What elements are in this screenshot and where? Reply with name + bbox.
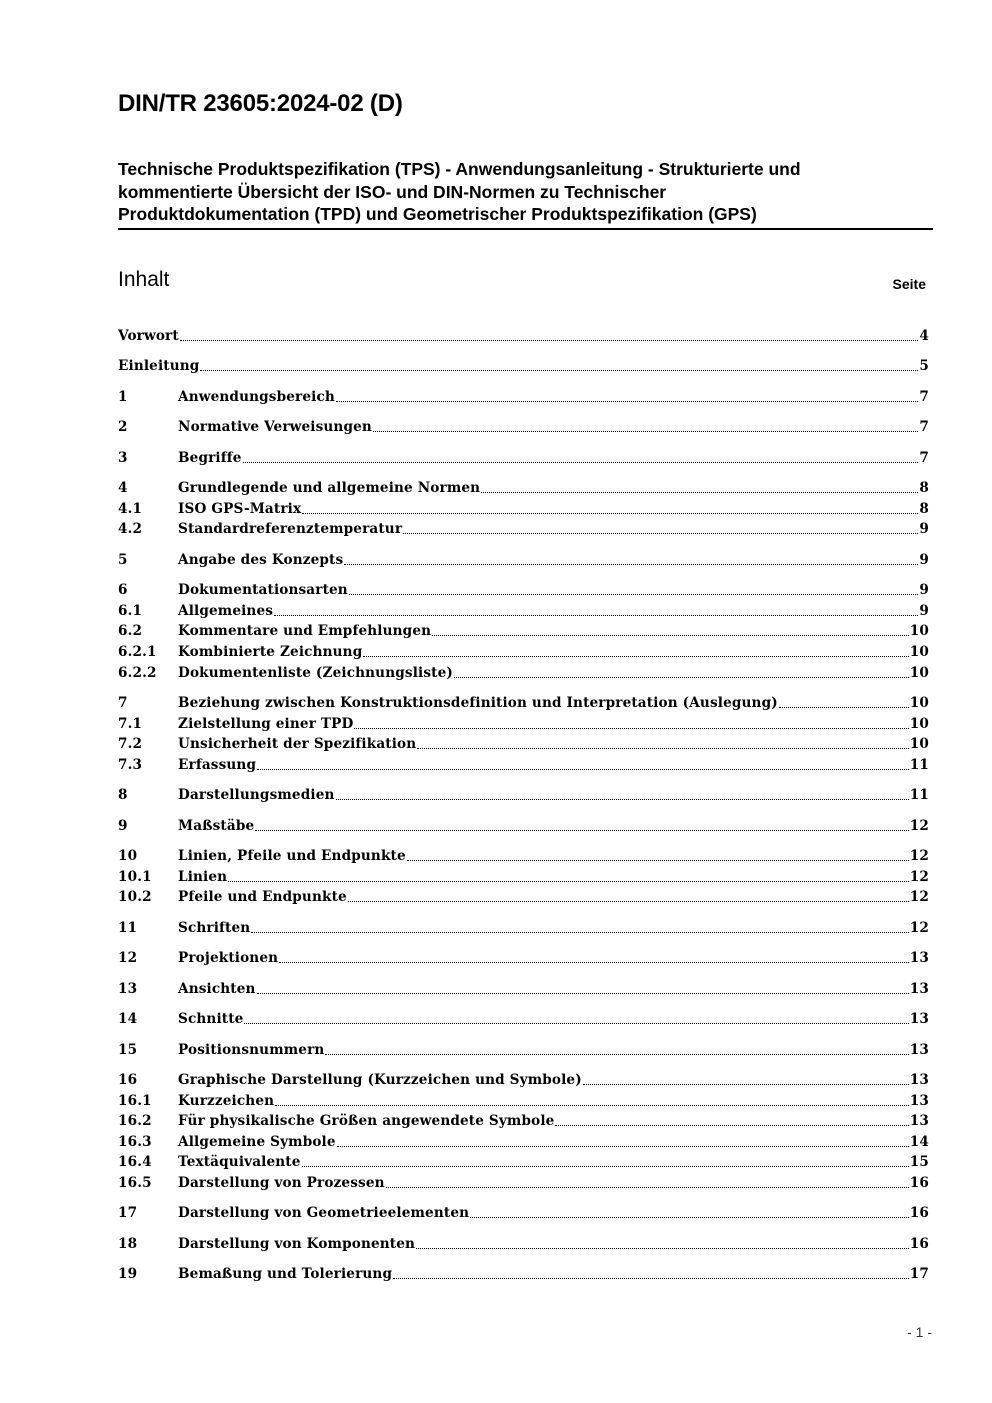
toc-entry[interactable] <box>118 478 929 498</box>
toc-entry-label: Graphische Darstellung (Kurzzeichen und Symbole) <box>178 1072 582 1088</box>
toc-entry-label: ISO GPS-Matrix <box>178 501 302 517</box>
toc-dot-leader <box>255 829 909 831</box>
toc-entry-number: 17 <box>118 1205 138 1221</box>
toc-entry[interactable] <box>118 621 929 641</box>
toc-entry-label: Zielstellung einer TPD <box>178 716 354 732</box>
toc-entry-number: 10.2 <box>118 889 152 905</box>
toc-dot-leader <box>257 768 909 770</box>
toc-entry-number: 4.1 <box>118 501 143 517</box>
toc-entry-page: 10 <box>909 665 929 681</box>
toc-dot-leader <box>779 706 909 708</box>
toc-entry-label: Maßstäbe <box>178 818 255 834</box>
toc-entry-label: Pfeile und Endpunkte <box>178 889 347 905</box>
toc-dot-leader <box>257 992 909 994</box>
toc-entry-page: 7 <box>919 389 929 405</box>
toc-entry[interactable] <box>118 1111 929 1131</box>
toc-entry-page: 9 <box>919 582 929 598</box>
toc-entry-page: 7 <box>919 450 929 466</box>
toc-dot-leader <box>302 512 918 514</box>
toc-entry-number: 9 <box>118 818 128 834</box>
toc-heading: Inhalt <box>118 268 170 291</box>
toc-entry-number: 10.1 <box>118 869 152 885</box>
toc-entry-number: 16.1 <box>118 1093 152 1109</box>
document-title-line: Produktdokumentation (TPD) und Geometrischer Produktspezifikation (GPS) <box>118 204 757 224</box>
toc-entry-number: 7.3 <box>118 757 143 773</box>
toc-entry-number: 6.2 <box>118 623 143 639</box>
toc-entry-label: Kommentare und Empfehlungen <box>178 623 432 639</box>
toc-dot-leader <box>251 931 908 933</box>
toc-entry-label: Schriften <box>178 920 251 936</box>
toc-entry[interactable] <box>118 1009 929 1029</box>
toc-entry-label: Für physikalische Größen angewendete Symbole <box>178 1113 555 1129</box>
toc-entry-page: 10 <box>909 695 929 711</box>
toc-entry-page: 8 <box>919 501 929 517</box>
toc-entry-page: 16 <box>909 1205 929 1221</box>
toc-entry-number: 14 <box>118 1011 138 1027</box>
toc-entry[interactable] <box>118 1040 929 1060</box>
toc-dot-leader <box>407 859 909 861</box>
toc-dot-leader <box>363 655 908 657</box>
toc-entry-label: Erfassung <box>178 757 257 773</box>
toc-entry[interactable] <box>118 580 929 600</box>
toc-dot-leader <box>336 798 909 800</box>
toc-entry[interactable] <box>118 448 929 468</box>
toc-entry-page: 12 <box>909 848 929 864</box>
toc-dot-leader <box>279 961 909 963</box>
toc-entry-label: Projektionen <box>178 950 279 966</box>
toc-dot-leader <box>243 461 919 463</box>
toc-entry[interactable] <box>118 1173 929 1193</box>
toc-entry-page: 9 <box>919 552 929 568</box>
toc-entry[interactable] <box>118 918 929 938</box>
toc-entry-label: Grundlegende und allgemeine Normen <box>178 480 481 496</box>
toc-dot-leader <box>403 532 918 534</box>
toc-entry[interactable] <box>118 979 929 999</box>
document-title-line: Technische Produktspezifikation (TPS) - Anwendungsanleitung - Strukturierte und <box>118 159 801 179</box>
toc-entry-label: Allgemeines <box>178 603 274 619</box>
toc-entry-number: 5 <box>118 552 128 568</box>
toc-entry-label: Darstellung von Geometrieelementen <box>178 1205 470 1221</box>
toc-entry-label: Bemaßung und Tolerierung <box>178 1266 393 1282</box>
toc-entry-number: 4.2 <box>118 521 143 537</box>
toc-entry-number: 15 <box>118 1042 138 1058</box>
toc-entry-number: 7 <box>118 695 128 711</box>
toc-entry-page: 13 <box>909 981 929 997</box>
toc-dot-leader <box>244 1022 908 1024</box>
toc-dot-leader <box>200 369 918 371</box>
toc-entry-label: Begriffe <box>178 450 242 466</box>
toc-entry[interactable] <box>118 714 929 734</box>
toc-entry[interactable] <box>118 734 929 754</box>
toc-entry-label: Darstellung von Komponenten <box>178 1236 416 1252</box>
toc-entry-number: 13 <box>118 981 138 997</box>
toc-dot-leader <box>373 430 918 432</box>
page-number: - 1 - <box>907 1324 932 1340</box>
toc-entry-page: 13 <box>909 1042 929 1058</box>
toc-entry[interactable] <box>118 550 929 570</box>
toc-entry-page: 9 <box>919 521 929 537</box>
toc-entry-page: 13 <box>909 1011 929 1027</box>
toc-page-column-label: Seite <box>892 276 926 292</box>
toc-entry-label: Kombinierte Zeichnung <box>178 644 363 660</box>
toc-dot-leader <box>470 1216 909 1218</box>
toc-entry-number: 12 <box>118 950 138 966</box>
toc-dot-leader <box>228 880 909 882</box>
toc-entry-page: 10 <box>909 623 929 639</box>
toc-entry-page: 9 <box>919 603 929 619</box>
toc-entry-label: Angabe des Konzepts <box>178 552 344 568</box>
toc-entry[interactable] <box>118 785 929 805</box>
toc-entry-label: Einleitung <box>118 358 200 374</box>
toc-entry[interactable] <box>118 1070 929 1090</box>
toc-entry[interactable] <box>118 693 929 713</box>
toc-dot-leader <box>481 491 918 493</box>
toc-entry-page: 10 <box>909 736 929 752</box>
toc-entry-label: Standardreferenztemperatur <box>178 521 403 537</box>
toc-entry-page: 12 <box>909 818 929 834</box>
toc-entry-number: 16.2 <box>118 1113 152 1129</box>
toc-entry-label: Allgemeine Symbole <box>178 1134 336 1150</box>
toc-dot-leader <box>454 676 909 678</box>
toc-entry-number: 16.5 <box>118 1175 152 1191</box>
toc-entry-page: 13 <box>909 1072 929 1088</box>
toc-dot-leader <box>393 1277 909 1279</box>
toc-dot-leader <box>302 1165 909 1167</box>
toc-entry-number: 19 <box>118 1266 138 1282</box>
toc-entry-page: 10 <box>909 644 929 660</box>
toc-entry[interactable] <box>118 1132 929 1152</box>
toc-entry-page: 7 <box>919 419 929 435</box>
toc-entry-label: Dokumentenliste (Zeichnungsliste) <box>178 665 453 681</box>
toc-entry-number: 2 <box>118 419 128 435</box>
toc-entry-page: 13 <box>909 1113 929 1129</box>
toc-entry-label: Schnitte <box>178 1011 244 1027</box>
toc-entry-page: 16 <box>909 1175 929 1191</box>
toc-dot-leader <box>583 1083 909 1085</box>
toc-entry-page: 8 <box>919 480 929 496</box>
toc-entry-number: 16.3 <box>118 1134 152 1150</box>
toc-entry-label: Beziehung zwischen Konstruktionsdefinition und Interpretation (Auslegung) <box>178 695 778 711</box>
toc-entry-label: Textäquivalente <box>178 1154 301 1170</box>
toc-entry-label: Linien <box>178 869 228 885</box>
toc-dot-leader <box>432 634 909 636</box>
toc-entry[interactable] <box>118 326 929 346</box>
toc-entry-number: 4 <box>118 480 128 496</box>
toc-entry-label: Ansichten <box>178 981 256 997</box>
toc-entry-page: 17 <box>909 1266 929 1282</box>
toc-entry[interactable] <box>118 948 929 968</box>
toc-entry-page: 11 <box>909 757 929 773</box>
toc-entry-number: 11 <box>118 920 138 936</box>
toc-entry[interactable] <box>118 1234 929 1254</box>
toc-entry[interactable] <box>118 1091 929 1111</box>
toc-entry-page: 13 <box>909 1093 929 1109</box>
toc-entry-number: 16 <box>118 1072 138 1088</box>
toc-entry-page: 11 <box>909 787 929 803</box>
toc-entry[interactable] <box>118 663 929 683</box>
toc-entry-number: 7.1 <box>118 716 143 732</box>
toc-dot-leader <box>386 1186 909 1188</box>
toc-entry-number: 3 <box>118 450 128 466</box>
toc-entry-number: 6.1 <box>118 603 143 619</box>
toc-entry[interactable] <box>118 816 929 836</box>
toc-entry-label: Positionsnummern <box>178 1042 325 1058</box>
toc-header <box>118 268 926 298</box>
toc-entry-number: 7.2 <box>118 736 143 752</box>
toc-entry-page: 16 <box>909 1236 929 1252</box>
toc-entry[interactable] <box>118 1264 929 1284</box>
toc-dot-leader <box>348 900 909 902</box>
toc-dot-leader <box>349 593 919 595</box>
toc-entry-number: 10 <box>118 848 138 864</box>
toc-entry-page: 10 <box>909 716 929 732</box>
toc-dot-leader <box>180 339 919 341</box>
toc-dot-leader <box>325 1053 908 1055</box>
toc-entry-number: 18 <box>118 1236 138 1252</box>
toc-entry[interactable] <box>118 846 929 866</box>
toc-entry-page: 12 <box>909 920 929 936</box>
toc-dot-leader <box>555 1124 908 1126</box>
toc-entry-page: 13 <box>909 950 929 966</box>
toc-dot-leader <box>344 563 918 565</box>
toc-entry-page: 4 <box>919 328 929 344</box>
toc-entry-number: 6.2.1 <box>118 644 157 660</box>
toc-entry[interactable] <box>118 887 929 907</box>
toc-entry[interactable] <box>118 601 929 621</box>
toc-dot-leader <box>417 747 909 749</box>
toc-entry-label: Vorwort <box>118 328 179 344</box>
toc-entry-page: 12 <box>909 869 929 885</box>
toc-entry[interactable] <box>118 387 929 407</box>
toc-entry-page: 5 <box>919 358 929 374</box>
document-title <box>118 158 933 230</box>
toc-dot-leader <box>336 400 918 402</box>
toc-entry[interactable] <box>118 867 929 887</box>
toc-entry-number: 6.2.2 <box>118 665 157 681</box>
toc-dot-leader <box>354 727 908 729</box>
toc-entry-label: Linien, Pfeile und Endpunkte <box>178 848 406 864</box>
toc-entry-page: 14 <box>909 1134 929 1150</box>
toc-entry-number: 16.4 <box>118 1154 152 1170</box>
toc-entry[interactable] <box>118 356 929 376</box>
toc-entry-label: Kurzzeichen <box>178 1093 275 1109</box>
toc-entry-label: Unsicherheit der Spezifikation <box>178 736 417 752</box>
toc-entry-page: 15 <box>909 1154 929 1170</box>
toc-entry-page: 12 <box>909 889 929 905</box>
toc-dot-leader <box>337 1145 909 1147</box>
toc-entry[interactable] <box>118 755 929 775</box>
toc-entry[interactable] <box>118 1152 929 1172</box>
toc-entry[interactable] <box>118 642 929 662</box>
toc-entry[interactable] <box>118 417 929 437</box>
toc-entry[interactable] <box>118 499 929 519</box>
toc-entry-number: 6 <box>118 582 128 598</box>
toc-entry-label: Dokumentationsarten <box>178 582 348 598</box>
document-id: DIN/TR 23605:2024-02 (D) <box>118 90 403 117</box>
toc-entry-label: Normative Verweisungen <box>178 419 372 435</box>
toc-entry-label: Darstellungsmedien <box>178 787 335 803</box>
toc-entry-label: Darstellung von Prozessen <box>178 1175 385 1191</box>
toc-entry-number: 8 <box>118 787 128 803</box>
toc-entry[interactable] <box>118 519 929 539</box>
toc-entry-number: 1 <box>118 389 128 405</box>
document-title-line: kommentierte Übersicht der ISO- und DIN-Normen zu Technischer <box>118 181 667 202</box>
toc-dot-leader <box>275 1104 909 1106</box>
toc-dot-leader <box>416 1247 909 1249</box>
toc-entry[interactable] <box>118 1203 929 1223</box>
toc-entry-label: Anwendungsbereich <box>178 389 335 405</box>
toc-dot-leader <box>274 614 918 616</box>
